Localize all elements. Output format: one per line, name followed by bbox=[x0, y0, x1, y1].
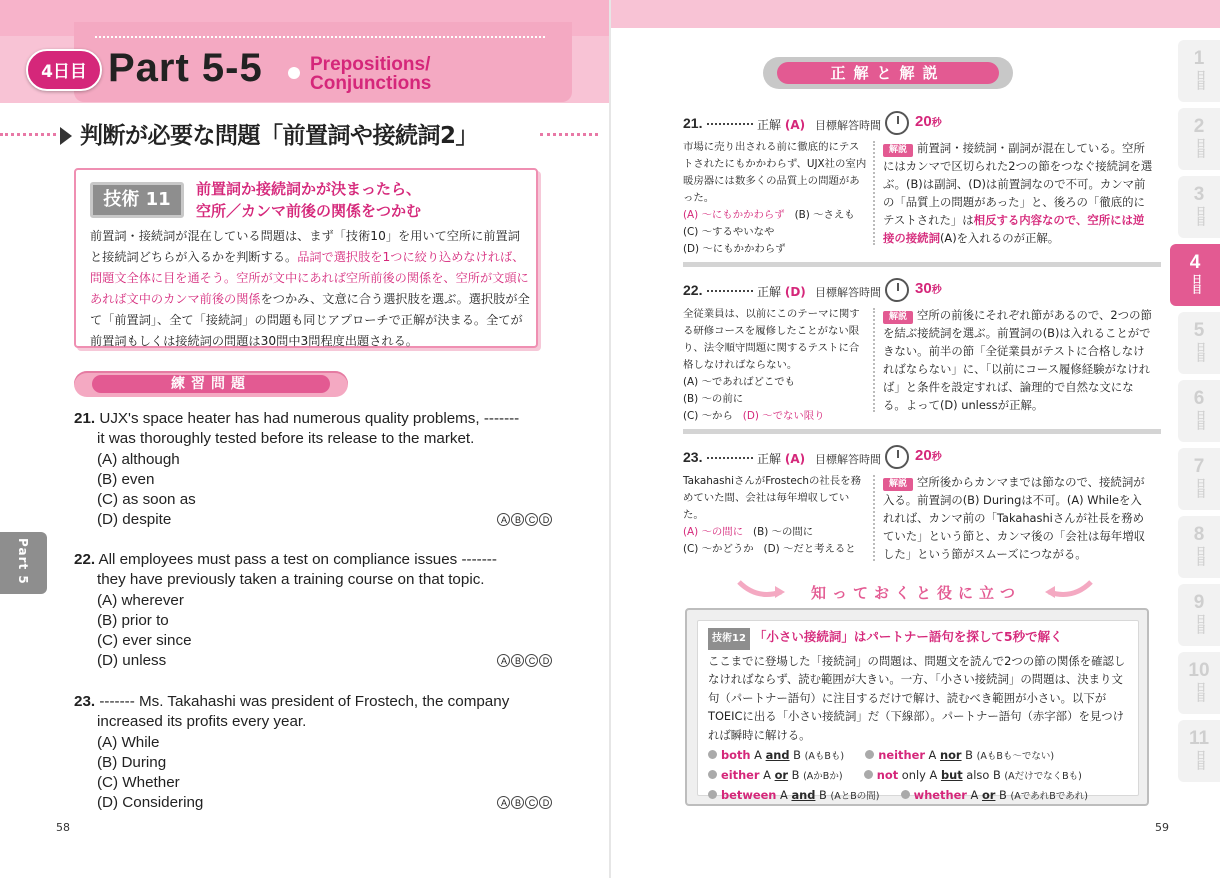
answer-21: 21. 正解 (A) 目標解答時間 20秒 市場に売り出される前に徹底的にテストされたにもかかわらず、UJX社の室内暖房器には数多くの品質上の問題があった。 (A) 〜にもかかわらず (B) 〜さえも (C) 〜するやいなや (D) 〜にもかかわらず 解説 前置詞・接続詞・副詞が混在している。空所にはカンマで区切られた2つの節をつなぐ接続詞を選ぶ。(B)は副詞、(D)は前置詞なので不可。カンマ前の「品質上の問題があった」と、後ろの「徹底的にテストされた」は相反する内容なので、空所には逆接の接続詞(A)を入れるのが正解。 bbox=[683, 113, 1151, 253]
kaisetsu-label: 解説 bbox=[883, 311, 913, 324]
clock-icon bbox=[885, 111, 909, 135]
option: (A) although bbox=[97, 450, 180, 468]
technique-label: 技術 11 bbox=[90, 182, 184, 218]
answer-marks[interactable]: A B C D bbox=[496, 793, 552, 813]
explanation: 解説 前置詞・接続詞・副詞が混在している。空所にはカンマで区切られた2つの節をつなぐ接続詞を選ぶ。(B)は副詞、(D)は前置詞なので不可。カンマ前の「品質上の問題があった」と、後ろの「徹底的にテストされた」は相反する内容なので、空所には逆接の接続詞(A)を入れるのが正解。 bbox=[883, 141, 1153, 245]
translation: TakahashiさんがFrostechの社長を務めていた間、会社は毎年増収していた。 (A) 〜の間に (B) 〜の間に (C) 〜かどうか (D) 〜だと考えると bbox=[683, 475, 861, 555]
section-title-row bbox=[0, 117, 600, 153]
day-tab-7[interactable]: 7 日目 bbox=[1178, 448, 1220, 510]
technique-11-box bbox=[74, 168, 538, 348]
useful-title: 知っておくと役に立つ bbox=[811, 584, 1022, 602]
swoosh-left-icon bbox=[737, 578, 787, 602]
answer-marks[interactable]: A B C D bbox=[496, 651, 552, 671]
day-tab-10[interactable]: 10 日目 bbox=[1178, 652, 1220, 714]
clock-icon bbox=[885, 445, 909, 469]
arrow-icon bbox=[60, 127, 72, 145]
technique-heading: 前置詞か接続詞かが決まったら、 空所／カンマ前後の関係をつかむ bbox=[196, 180, 422, 220]
divider bbox=[683, 429, 1161, 434]
day-tab-5[interactable]: 5 日目 bbox=[1178, 312, 1220, 374]
day-tab-8[interactable]: 8 日目 bbox=[1178, 516, 1220, 578]
explanation: 解説 空所の前後にそれぞれ節があるので、2つの節を結ぶ接続詞を選ぶ。前置詞の(B)は入れることができない。前半の節「全従業員がテストに合格しなければならない」に、「以前にコース履修経験がなければ」と条件を設定すれば、論理的で自然な文になる。よって(D) unlessが正解。 bbox=[883, 308, 1152, 412]
option: (C) ever since bbox=[97, 632, 192, 650]
day-tab-11[interactable]: 11 日目 bbox=[1178, 720, 1220, 782]
kaisetsu-label: 解説 bbox=[883, 478, 913, 491]
answer-marks[interactable]: A B C D bbox=[496, 510, 552, 530]
day-tab-1[interactable]: 1 日目 bbox=[1178, 40, 1220, 102]
translation: 全従業員は、以前にこのテーマに関する研修コースを履修したことがない限り、法令順守問題に関するテストに合格しなければならない。 (A) 〜であればどこでも (B) 〜の前に (C) 〜から (D) 〜でない限り bbox=[683, 308, 860, 422]
option: (B) even bbox=[97, 470, 155, 488]
option: (D) Considering bbox=[97, 794, 204, 812]
page-number: 58 bbox=[56, 821, 70, 834]
kaisetsu-label: 解説 bbox=[883, 144, 913, 157]
page-number: 59 bbox=[1155, 821, 1169, 834]
section-title: 判断が必要な問題「前置詞や接続詞2」 bbox=[80, 123, 479, 149]
option: (C) Whether bbox=[97, 774, 180, 792]
question-21: 21. UJX's space heater has had numerous quality problems, ------- it was thoroughly tested before its release to the market. (A) although (B) even (C) as soon as (D) despite A B C D bbox=[74, 409, 544, 531]
explanation: 解説 空所後からカンマまでは節なので、接続詞が入る。前置詞の(B) Duringは不可。(A) Whileを入れれば、カンマ前の「Takahashiさんが社長を務めていた」という節と、カンマ後の「会社は毎年増収した」という節がスムーズにつながる。 bbox=[883, 475, 1145, 561]
day-tab-6[interactable]: 6 日目 bbox=[1178, 380, 1220, 442]
answer-23: 23. 正解 (A) 目標解答時間 20秒 TakahashiさんがFrostechの社長を務めていた間、会社は毎年増収していた。 (A) 〜の間に (B) 〜の間に (C) 〜かどうか (D) 〜だと考えると 解説 空所後からカンマまでは節なので、接続詞が入る。前置詞の(B) Duringは不可。(A) Whileを入れれば、カンマ前の「Takahashiさんが社長を務めていた」という節と、カンマ後の「会社は毎年増収した」という節がスムーズにつながる。 bbox=[683, 447, 1151, 567]
option: (C) as soon as bbox=[97, 491, 196, 509]
right-page bbox=[611, 0, 1220, 878]
day-tab-3[interactable]: 3 日目 bbox=[1178, 176, 1220, 238]
question-23: 23. ------- Ms. Takahashi was president of Frostech, the company increased its profits every year. (A) While (B) During (C) Whether (D) Considering A B C D bbox=[74, 692, 544, 814]
option: (D) despite bbox=[97, 511, 172, 529]
answer-22: 22. 正解 (D) 目標解答時間 30秒 全従業員は、以前にこのテーマに関する研修コースを履修したことがない限り、法令順守問題に関するテストに合格しなければならない。 (A) 〜であればどこでも (B) 〜の前に (C) 〜から (D) 〜でない限り 解説 空所の前後にそれぞれ節があるので、2つの節を結ぶ接続詞を選ぶ。前置詞の(B)は入れることができない。前半の節「全従業員がテストに合格しなければならない」に、「以前にコース履修経験がなければ」と条件を設定すれば、論理的で自然な文になる。よって(D) unlessが正解。 bbox=[683, 280, 1151, 420]
part-subtitle: Prepositions/ Conjunctions bbox=[310, 54, 432, 94]
day-tab-9[interactable]: 9 日目 bbox=[1178, 584, 1220, 646]
option: (A) wherever bbox=[97, 591, 184, 609]
part-title: Part 5-5 bbox=[108, 46, 263, 90]
day-tab-4[interactable]: 4 日目 bbox=[1170, 244, 1220, 306]
day-tab-2[interactable]: 2 日目 bbox=[1178, 108, 1220, 170]
answer-header: 正解と解説 bbox=[763, 57, 1013, 89]
header-band bbox=[611, 0, 1220, 28]
question-22: 22. All employees must pass a test on compliance issues ------- they have previously taken a training course on that topic. (A) wherever (B) prior to (C) ever since (D) unless A B C D bbox=[74, 550, 544, 672]
part-side-tab[interactable]: Part 5 bbox=[0, 532, 47, 594]
technique-label: 技術12 bbox=[708, 628, 750, 650]
option: (B) prior to bbox=[97, 611, 169, 629]
translation: 市場に売り出される前に徹底的にテストされたにもかかわらず、UJX社の室内暖房器には数多くの品質上の問題があった。 (A) 〜にもかかわらず (B) 〜さえも (C) 〜するやいなや (D) 〜にもかかわらず bbox=[683, 141, 867, 255]
conjunction-list: both A and B (AもBも) neither A nor B (AもBも〜でない) either A or B (AかBか) not only A but also B (AだけでなくBも) between A and B (AとBの間) whether A or B (AであれBであれ) bbox=[708, 746, 1128, 806]
clock-icon bbox=[885, 278, 909, 302]
option: (B) During bbox=[97, 753, 167, 771]
technique-body: 前置詞・接続詞が混在している問題は、まず「技術10」を用いて空所に前置詞と接続詞どちらが入るかを判断する。品詞で選択肢を1つに絞り込めなければ、問題文全体に目を通そう。空所が文中にあれば空所前後の関係を、空所が文頭にあれば文中のカンマ前後の関係をつかみ、文意に合う選択肢を選ぶ。選択肢が全て「前置詞」、全て「接続詞」の問題も同じアプローチで正解が決まる。全てが前置詞もしくは接続詞の問題は30問中3問程度出題される。 bbox=[90, 229, 530, 348]
divider bbox=[683, 262, 1161, 267]
technique-12-box: 技術12 「小さい接続詞」はパートナー語句を探して5秒で解く ここまでに登場した「接続詞」の問題は、問題文を読んで2つの節の関係を確認しなければならず、読む範囲が大きい。一方、「小さい接続詞」の問題は、決まり文句（パートナー語句）に注目するだけで解け、読むべき範囲が小さい。以下がTOEICに出る「小さい接続詞」だ（下線部）。パートナー語句（赤字部）を見つければ瞬時に解ける。 both A and B (AもBも) neither A nor B (AもBも〜でない) either A or B (AかBか) not only A but also B (AだけでなくBも) between A and B (AとBの間) whether A or B (AであれBであれ) bbox=[685, 608, 1149, 806]
day-badge: 4日目 bbox=[26, 49, 102, 91]
option: (D) unless bbox=[97, 652, 167, 670]
practice-header: 練習問題 bbox=[74, 371, 348, 397]
option: (A) While bbox=[97, 733, 160, 751]
swoosh-right-icon bbox=[1043, 578, 1093, 602]
